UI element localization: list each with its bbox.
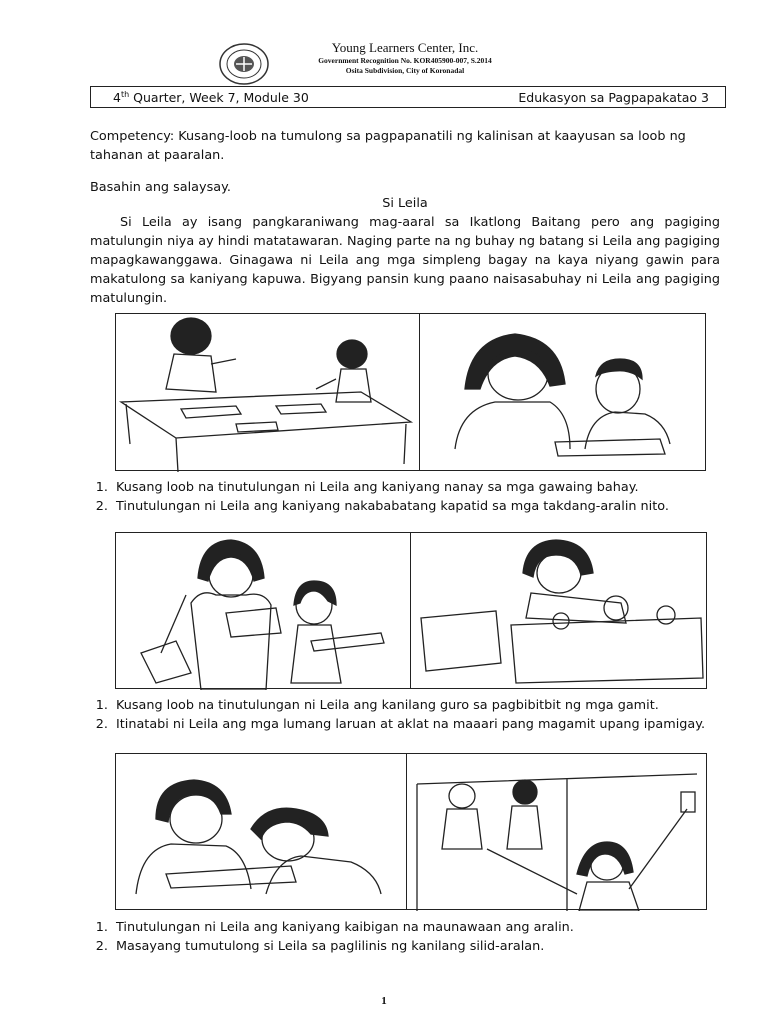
list-item: 2. Itinatabi ni Leila ang mga lumang laruan at aklat na maaari pang magamit upang ipamigay. — [112, 715, 720, 734]
section-1-list — [90, 478, 720, 516]
illustration-helping-mother — [115, 313, 420, 471]
section-3-list — [90, 918, 720, 956]
list-item: 1. Tinutulungan ni Leila ang kaniyang kaibigan na maunawaan ang aralin. — [112, 918, 720, 937]
school-heading — [280, 40, 530, 76]
list-item: 2. Tinutulungan ni Leila ang kaniyang nakababatang kapatid sa mga takdang-aralin nito. — [112, 497, 720, 516]
competency-text: Competency: Kusang-loob na tumulong sa pagpapanatili ng kalinisan at kaayusan sa loob ng tahanan at paaralan. — [90, 129, 686, 163]
list-item: 1. Kusang loob na tinutulungan ni Leila ang kanilang guro sa pagbibitbit ng mga gamit. — [112, 696, 720, 715]
quarter-week-module: 4th Quarter, Week 7, Module 30 — [113, 90, 309, 106]
list-item: 2. Masayang tumutulong si Leila sa paglilinis ng kanilang silid-aralan. — [112, 937, 720, 956]
subject-title: Edukasyon sa Pagpapakatao 3 — [518, 90, 709, 105]
module-header-box — [90, 86, 726, 108]
illustration-helping-friend-lesson — [115, 753, 407, 910]
instruction-text: Basahin ang salaysay. — [90, 180, 231, 195]
page-number: 1 — [381, 995, 387, 1007]
school-address: Osita Subdivision, City of Koronadal — [345, 66, 465, 75]
school-name: Young Learners Center, Inc. — [331, 40, 479, 55]
government-recognition: Government Recognition No. KOR405900-007, S.2014 — [318, 56, 492, 65]
illustration-helping-sibling-homework — [419, 313, 706, 471]
school-logo — [218, 42, 270, 86]
illustration-setting-aside-toys — [410, 532, 707, 689]
section-2-list — [90, 696, 720, 734]
illustration-cleaning-classroom — [406, 753, 707, 910]
story-paragraph: Si Leila ay isang pangkaraniwang mag-aaral sa Ikatlong Baitang pero ang pagiging matulungin niya ay hindi matatawaran. Naging parte na ng buhay ng batang si Leila ang pagiging mapagkawanggawa. Ginagawa ni Leila ang mga simpleng bagay na kaya niyang gawin para makatulong sa kaniyang kapuwa. Bigyang pansin kung paano naisasabuhay ni Leila ang pagiging matulungin. — [90, 215, 720, 306]
list-item: 1. Kusang loob na tinutulungan ni Leila ang kaniyang nanay sa mga gawaing bahay. — [112, 478, 720, 497]
story-title: Si Leila — [382, 196, 428, 211]
illustration-carrying-teacher-items — [115, 532, 411, 689]
